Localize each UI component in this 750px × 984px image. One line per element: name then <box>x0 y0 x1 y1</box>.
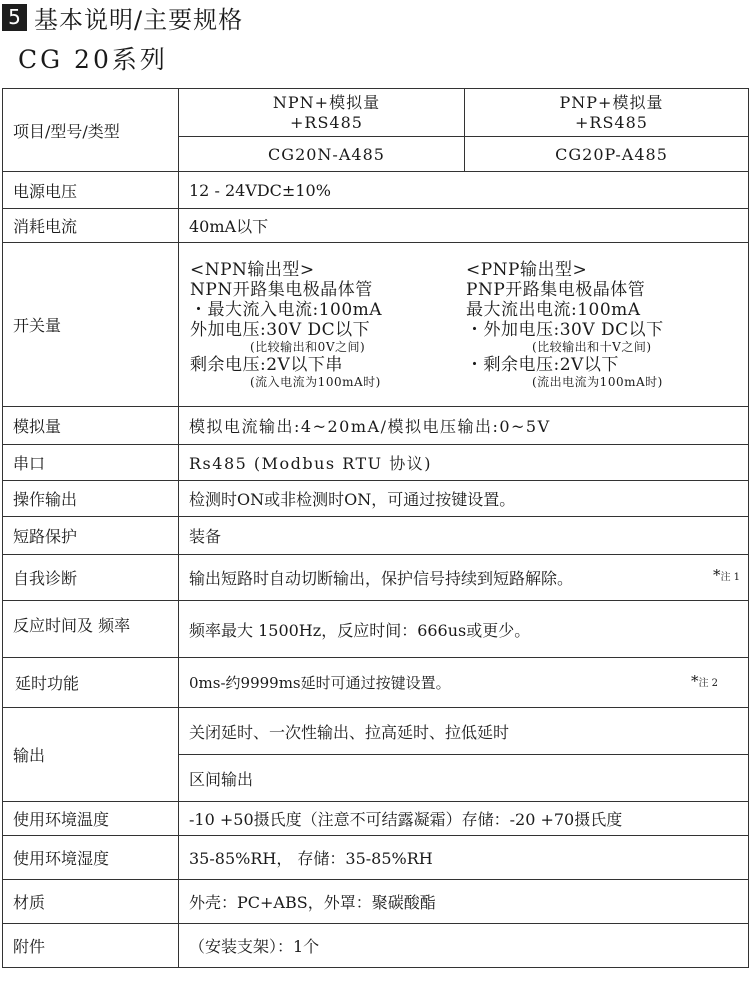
table-row <box>3 172 749 209</box>
power-value: 12 - 24VDC±10% <box>179 172 749 209</box>
npn-spec-line: <NPN输出型> <box>190 259 315 280</box>
delay-note <box>691 672 718 690</box>
operation-value: 检测时ON或非检测时ON，可通过按键设置。 <box>179 481 749 517</box>
table-row <box>3 445 749 481</box>
table-row <box>3 481 749 517</box>
note-star: * <box>712 566 721 584</box>
short-value: 装备 <box>179 517 749 555</box>
current-label: 消耗电流 <box>3 209 179 243</box>
npn-spec-note: (流入电流为100mA时) <box>250 374 381 389</box>
note-text: 注 1 <box>720 572 740 583</box>
pnp-type-cell <box>465 89 749 137</box>
header-label: 项目/型号/类型 <box>3 89 179 172</box>
short-label: 短路保护 <box>3 517 179 555</box>
table-row <box>3 209 749 243</box>
diagnosis-note <box>713 566 740 584</box>
pnp-spec-line: <PNP输出型> <box>466 259 588 280</box>
pnp-type-line2: +RS485 <box>575 112 648 132</box>
table-row <box>3 802 749 836</box>
table-row <box>3 601 749 658</box>
table-row <box>3 555 749 601</box>
material-value: 外壳：PC+ABS，外罩：聚碳酸酯 <box>179 880 749 924</box>
npn-spec-line: NPN开路集电极晶体管 <box>190 279 373 300</box>
npn-spec-line: 剩余电压:2V以下串 <box>190 354 343 375</box>
humidity-value: 35-85%RH， 存储：35-85%RH <box>179 836 749 880</box>
temp-label: 使用环境温度 <box>3 802 179 836</box>
output-value-1: 关闭延时、一次性输出、拉高延时、拉低延时 <box>179 708 749 755</box>
table-row <box>3 836 749 880</box>
analog-value: 模拟电流输出:4~20mA/模拟电压输出:0~5V <box>179 407 749 445</box>
serial-value: Rs485 (Modbus RTU 协议) <box>179 445 749 481</box>
pnp-spec-note: (比较输出和十V之间) <box>532 339 652 354</box>
serial-label: 串口 <box>3 445 179 481</box>
series-title: CG 20系列 <box>18 45 168 74</box>
npn-type-line2: +RS485 <box>290 112 363 132</box>
temp-value: -10 +50摄氏度（注意不可结露凝霜）存储：-20 +70摄氏度 <box>179 802 749 836</box>
operation-label: 操作输出 <box>3 481 179 517</box>
switch-label: 开关量 <box>3 243 179 407</box>
table-row <box>3 880 749 924</box>
pnp-spec-line: ・剩余电压:2V以下 <box>466 354 619 375</box>
section-number-badge: 5 <box>2 4 27 31</box>
table-row <box>3 708 749 755</box>
pnp-spec-line: PNP开路集电极晶体管 <box>466 279 646 300</box>
pnp-model: CG20P-A485 <box>465 137 749 172</box>
spec-table <box>2 88 749 968</box>
accessory-label: 附件 <box>3 924 179 968</box>
table-row <box>3 407 749 445</box>
delay-cell <box>179 658 749 708</box>
npn-type-cell <box>179 89 465 137</box>
pnp-spec-note: (流出电流为100mA时) <box>532 374 663 389</box>
npn-model: CG20N-A485 <box>179 137 465 172</box>
npn-spec-note: (比较输出和0V之间) <box>250 339 366 354</box>
pnp-type-line1: PNP+模拟量 <box>559 92 664 112</box>
delay-label: 延时功能 <box>3 658 179 708</box>
diagnosis-value: 输出短路时自动切断输出，保护信号持续到短路解除。 <box>189 569 574 588</box>
power-label: 电源电压 <box>3 172 179 209</box>
analog-label: 模拟量 <box>3 407 179 445</box>
table-row <box>3 924 749 968</box>
pnp-spec-line: 最大流出电流:100mA <box>466 299 641 320</box>
diagnosis-label: 自我诊断 <box>3 555 179 601</box>
section-heading <box>2 2 243 32</box>
current-value: 40mA以下 <box>179 209 749 243</box>
pnp-spec-line: ・外加电压:30V DC以下 <box>466 319 664 340</box>
table-row <box>3 517 749 555</box>
npn-spec-line: ・最大流入电流:100mA <box>190 299 383 320</box>
table-row <box>3 243 749 407</box>
note-star: * <box>690 672 699 690</box>
response-value: 频率最大 1500Hz，反应时间：666us或更少。 <box>179 601 749 658</box>
note-text: 注 2 <box>698 678 718 689</box>
response-label: 反应时间及 频率 <box>3 601 179 658</box>
diagnosis-cell <box>179 555 749 601</box>
output-value-2: 区间输出 <box>179 755 749 802</box>
npn-type-line1: NPN+模拟量 <box>272 92 381 112</box>
humidity-label: 使用环境湿度 <box>3 836 179 880</box>
output-label: 输出 <box>3 708 179 802</box>
npn-spec-line: 外加电压:30V DC以下 <box>190 319 371 340</box>
switch-value <box>179 243 749 407</box>
npn-output-spec <box>190 260 466 390</box>
table-row <box>3 89 749 137</box>
accessory-value: （安装支架）：1个 <box>179 924 749 968</box>
section-title: 基本说明/主要规格 <box>34 5 244 34</box>
table-row <box>3 658 749 708</box>
material-label: 材质 <box>3 880 179 924</box>
delay-value: 0ms-约9999ms延时可通过按键设置。 <box>189 674 451 692</box>
pnp-output-spec <box>466 260 742 390</box>
